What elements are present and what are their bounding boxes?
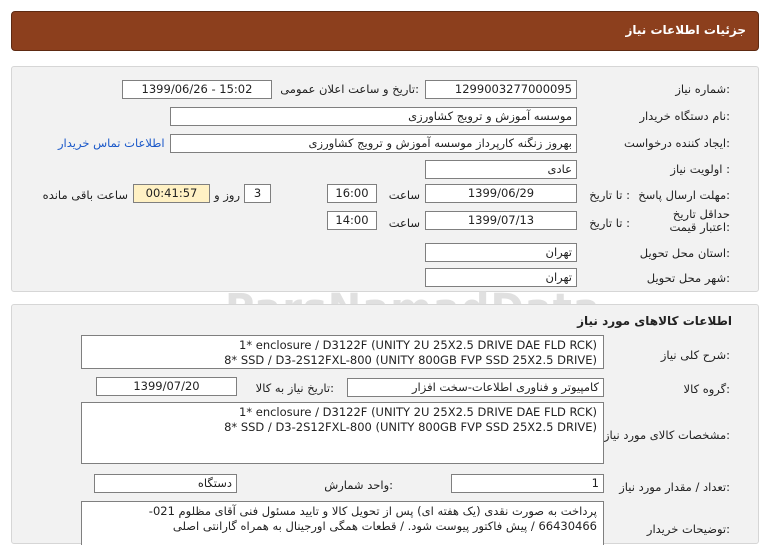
days-label: روز و	[214, 188, 240, 202]
validity-date-field: 1399/07/13	[425, 211, 577, 230]
validity-hour-label: ساعت	[388, 216, 420, 230]
goods-section-title: اطلاعات کالاهای مورد نیاز	[577, 314, 732, 328]
priority-label: اولویت نیاز :	[670, 162, 730, 176]
general-desc-line-2: 8* SSD / D3-2S12FXL-800 (UNITY 800GB FVP SSD 25X2.5 DRIVE)	[224, 353, 597, 367]
buyer-notes-box	[81, 501, 604, 545]
quantity-label: تعداد / مقدار مورد نیاز:	[619, 480, 730, 494]
spec-label: مشخصات کالای مورد نیاز:	[603, 428, 730, 442]
validity-label: حداقل تاریخ اعتبار قیمت:	[669, 207, 730, 234]
spec-box	[81, 402, 604, 464]
buyer-org-label: نام دستگاه خریدار:	[639, 109, 730, 123]
spec-line-1: 1* enclosure / D3122F (UNITY 2U 25X2.5 DRIVE DAE FLD RCK)	[239, 405, 597, 419]
buyer-notes-label: توضیحات خریدار:	[646, 522, 730, 536]
announce-date-field: 1399/06/26 - 15:02	[122, 80, 272, 99]
deadline-label: مهلت ارسال پاسخ:	[638, 188, 730, 202]
general-desc-box	[81, 335, 604, 369]
unit-label: واحد شمارش:	[324, 478, 393, 492]
time-remaining-field: 00:41:57	[133, 184, 210, 203]
days-remaining-field: 3	[244, 184, 271, 203]
page-title: جزئیات اطلاعات نیاز	[625, 23, 746, 37]
spec-line-2: 8* SSD / D3-2S12FXL-800 (UNITY 800GB FVP SSD 25X2.5 DRIVE)	[224, 420, 597, 434]
creator-field: بهروز زنگنه کارپرداز موسسه آموزش و ترویج کشاورزی	[170, 134, 577, 153]
quantity-field: 1	[451, 474, 604, 493]
announce-date-label: تاریخ و ساعت اعلان عمومی:	[280, 82, 419, 96]
need-date-label: تاریخ نیاز به کالا:	[255, 381, 334, 395]
need-date-field: 1399/07/20	[96, 377, 237, 396]
province-field: تهران	[425, 243, 577, 262]
buyer-contact-link[interactable]: اطلاعات تماس خریدار	[58, 136, 165, 150]
page-header	[11, 11, 759, 51]
time-remaining-label: ساعت باقی مانده	[42, 188, 128, 202]
priority-field: عادی	[425, 160, 577, 179]
deadline-date-field: 1399/06/29	[425, 184, 577, 203]
validity-time-field: 14:00	[327, 211, 377, 230]
unit-field: دستگاه	[94, 474, 237, 493]
creator-label: ایجاد کننده درخواست:	[624, 136, 730, 150]
validity-to-date-label: تا تاریخ :	[589, 216, 630, 230]
general-desc-label: شرح کلی نیاز:	[660, 348, 730, 362]
need-number-field: 1299003277000095	[425, 80, 577, 99]
city-label: شهر محل تحویل:	[646, 271, 730, 285]
province-label: استان محل تحویل:	[639, 246, 730, 260]
buyer-notes-line-2: 66430466 / پیش فاکتور پیوست شود. / قطعات همگی اورجینال به همراه گارانتی اصلی	[172, 519, 597, 533]
deadline-time-field: 16:00	[327, 184, 377, 203]
deadline-to-date-label: تا تاریخ :	[589, 188, 630, 202]
buyer-notes-line-1: پرداخت به صورت نقدی (یک هفته ای) پس از تحویل کالا و تایید مسئول فنی آقای مظلوم 021-	[148, 504, 597, 518]
city-field: تهران	[425, 268, 577, 287]
need-number-label: شماره نیاز:	[675, 82, 730, 96]
goods-group-field: کامپیوتر و فناوری اطلاعات-سخت افزار	[347, 378, 604, 397]
deadline-hour-label: ساعت	[388, 188, 420, 202]
general-desc-line-1: 1* enclosure / D3122F (UNITY 2U 25X2.5 DRIVE DAE FLD RCK)	[239, 338, 597, 352]
buyer-org-field: موسسه آموزش و ترویج کشاورزی	[170, 107, 577, 126]
goods-group-label: گروه کالا:	[683, 382, 730, 396]
